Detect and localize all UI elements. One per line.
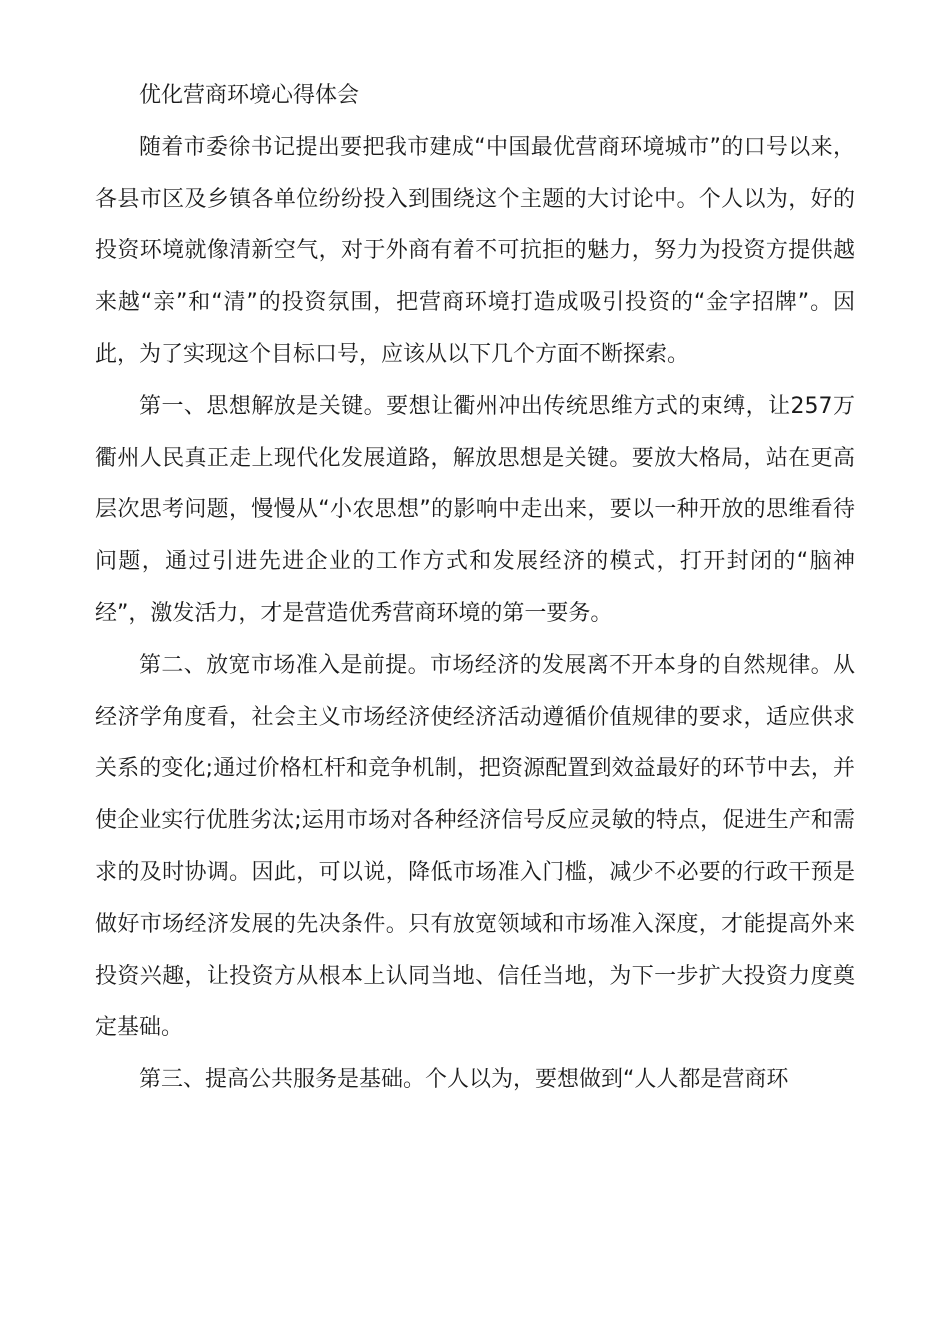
- paragraph-point-two: 第二、放宽市场准入是前提。市场经济的发展离不开本身的自然规律。从经济学角度看，社会主义市场经济使经济活动遵循价值规律的要求，适应供求关系的变化;通过价格杠杆和竞争机制，把资源配置到效益最好的环节中去，并使企业实行优胜劣汰;运用市场对各种经济信号反应灵敏的特点，促进生产和需求的及时协调。因此，可以说，降低市场准入门槛，减少不必要的行政干预是做好市场经济发展的先决条件。只有放宽领域和市场准入深度，才能提高外来投资兴趣，让投资方从根本上认同当地、信任当地，为下一步扩大投资力度奠定基础。: [95, 652, 855, 1041]
- paragraph-point-one: 第一、思想解放是关键。要想让衢州冲出传统思维方式的束缚，让257万衢州人民真正走上现代化发展道路，解放思想是关键。要放大格局，站在更高层次思考问题，慢慢从“小农思想”的影响中走出来，要以一种开放的思维看待问题，通过引进先进企业的工作方式和发展经济的模式，打开封闭的“脑神经”，激发活力，才是营造优秀营商环境的第一要务。: [95, 393, 855, 626]
- document-title: 优化营商环境心得体会: [139, 83, 360, 108]
- paragraph-point-three: 第三、提高公共服务是基础。个人以为，要想做到“人人都是营商环: [139, 1067, 789, 1093]
- document-page: [95, 70, 855, 1106]
- paragraph-intro: 随着市委徐书记提出要把我市建成“中国最优营商环境城市”的口号以来，各县市区及乡镇各单位纷纷投入到围绕这个主题的大讨论中。个人以为，好的投资环境就像清新空气，对于外商有着不可抗拒的魅力，努力为投资方提供越来越“亲”和“清”的投资氛围，把营商环境打造成吸引投资的“金字招牌”。因此，为了实现这个目标口号，应该从以下几个方面不断探索。: [95, 134, 855, 367]
